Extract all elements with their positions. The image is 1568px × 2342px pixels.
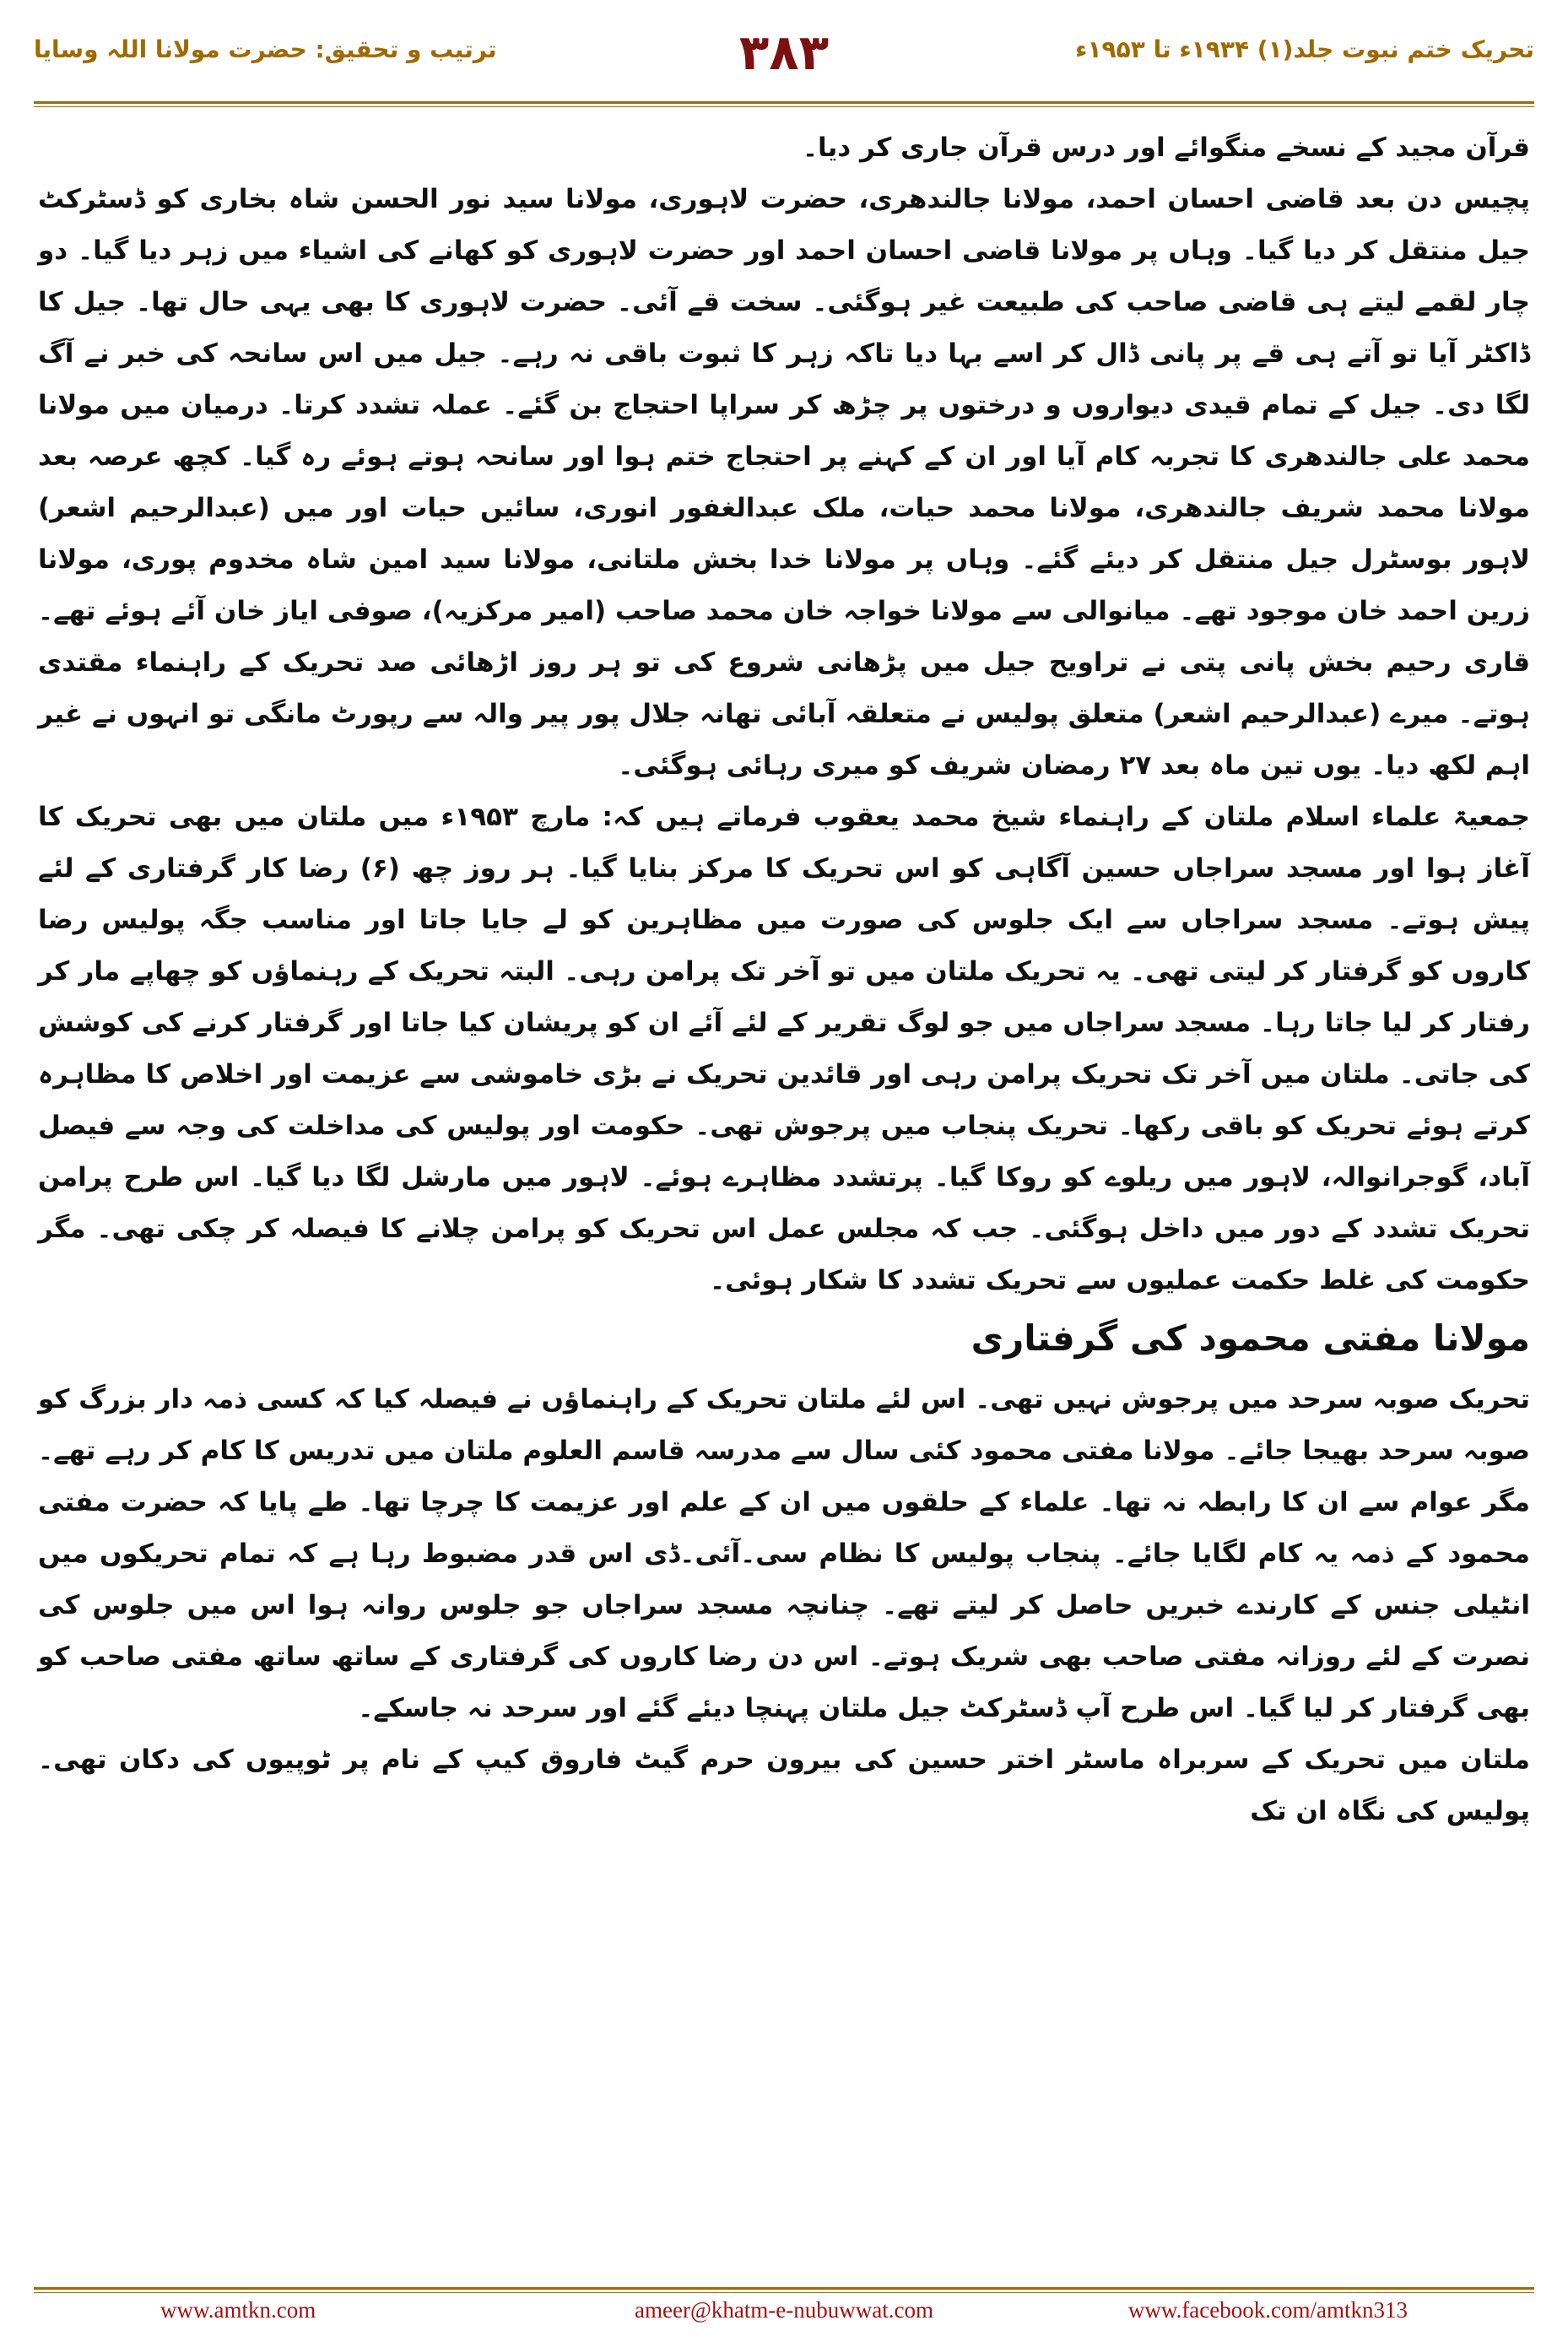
page-body: [38, 122, 1530, 1837]
page-footer: [51, 2297, 1517, 2331]
header-compiler: ترتیب و تحقیق: حضرت مولانا اللہ وسایا: [34, 35, 497, 63]
paragraph: جمعیۃ علماء اسلام ملتان کے راہنماء شیخ محمد یعقوب فرماتے ہیں کہ: مارچ ۱۹۵۳ء میں ملتان میں بھی تحریک کا آغاز ہوا اور مسجد سراجاں حسین آگاہی کو اس تحریک کا مرکز بنایا گیا۔ ہر روز چھ (۶) رضا کار گرفتاری کے لئے پیش ہوتے۔ مسجد سراجاں سے ایک جلوس کی صورت میں مظاہرین کو لے جایا جاتا اور مناسب جگہ پولیس رضا کاروں کو گرفتار کر لیتی تھی۔ یہ تحریک ملتان میں تو آخر تک پرامن رہی۔ البتہ تحریک کے رہنماؤں کو چھاپے مار کر رفتار کر لیا جاتا رہا۔ مسجد سراجاں میں جو لوگ تقریر کے لئے آئے ان کو پریشان کیا جاتا اور گرفتار کرنے کی کوشش کی جاتی۔ ملتان میں آخر تک تحریک پرامن رہی اور قائدین تحریک نے بڑی خاموشی سے عزیمت اور اخلاص کا مظاہرہ کرتے ہوئے تحریک کو باقی رکھا۔ تحریک پنجاب میں پرجوش تھی۔ حکومت اور پولیس کی مداخلت کی وجہ سے فیصل آباد، گوجرانوالہ، لاہور میں ریلوے کو روکا گیا۔ پرتشدد مظاہرے ہوئے۔ لاہور میں مارشل لگا دیا گیا۔ اس طرح پرامن تحریک تشدد کے دور میں داخل ہوگئی۔ جب کہ مجلس عمل اس تحریک کو پرامن چلانے کا فیصلہ کر چکی تھی۔ مگر حکومت کی غلط حکمت عملیوں سے تحریک تشدد کا شکار ہوئی۔: [38, 802, 1530, 1295]
paragraph: ملتان میں تحریک کے سربراہ ماسٹر اختر حسین کی بیرون حرم گیٹ فاروق کیپ کے نام پر ٹوپیوں کی دکان تھی۔ پولیس کی نگاہ ان تک: [38, 1744, 1530, 1826]
footer-website-link[interactable]: www.amtkn.com: [160, 2297, 316, 2323]
footer-email-link[interactable]: ameer@khatm-e-nubuwwat.com: [635, 2297, 933, 2323]
page-number: ۳۸۳: [738, 24, 830, 81]
paragraph: قرآن مجید کے نسخے منگوائے اور درس قرآن جاری کر دیا۔: [802, 133, 1530, 163]
page-header: [34, 24, 1534, 91]
header-book-title: تحریک ختم نبوت جلد(۱) ۱۹۳۴ء تا ۱۹۵۳ء: [1075, 35, 1534, 63]
footer-facebook-link[interactable]: www.facebook.com/amtkn313: [1127, 2297, 1408, 2323]
paragraph: پچیس دن بعد قاضی احسان احمد، مولانا جالندھری، حضرت لاہوری، مولانا سید نور الحسن شاہ بخاری کو ڈسٹرکٹ جیل منتقل کر دیا گیا۔ وہاں پر مولانا قاضی احسان احمد اور حضرت لاہوری کو کھانے کی اشیاء میں زہر دیا گیا۔ دو چار لقمے لیتے ہی قاضی صاحب کی طبیعت غیر ہوگئی۔ سخت قے آئی۔ حضرت لاہوری کا بھی یہی حال تھا۔ جیل کا ڈاکٹر آیا تو آتے ہی قے پر پانی ڈال کر اسے بہا دیا تاکہ زہر کا ثبوت باقی نہ رہے۔ جیل میں اس سانحہ کی خبر نے آگ لگا دی۔ جیل کے تمام قیدی دیواروں و درختوں پر چڑھ کر سراپا احتجاج بن گئے۔ عملہ تشدد کرتا۔ درمیان میں مولانا محمد علی جالندھری کا تجربہ کام آیا اور ان کے کہنے پر احتجاج ختم ہوا اور سانحہ ہوتے ہوئے رہ گیا۔ کچھ عرصہ بعد مولانا محمد شریف جالندھری، مولانا محمد حیات، ملک عبدالغفور انوری، سائیں حیات اور میں (عبدالرحیم اشعر) لاہور بوسٹرل جیل منتقل کر دیئے گئے۔ وہاں پر مولانا خدا بخش ملتانی، مولانا سید امین شاہ مخدوم پوری، مولانا زرین احمد خان موجود تھے۔ میانوالی سے مولانا خواجہ خان محمد صاحب (امیر مرکزیہ)، صوفی ایاز خان آئے ہوئے تھے۔ قاری رحیم بخش پانی پتی نے تراویح جیل میں پڑھانی شروع کی تو ہر روز اڑھائی صد تحریک کے راہنماء مقتدی ہوتے۔ میرے (عبدالرحیم اشعر) متعلق پولیس نے متعلقہ آبائی تھانہ جلال پور پیر والہ سے رپورٹ مانگی تو انہوں نے غیر اہم لکھ دیا۔ یوں تین ماہ بعد ۲۷ رمضان شریف کو میری رہائی ہوگئی۔: [38, 184, 1530, 781]
section-heading: مولانا مفتی محمود کی گرفتاری: [971, 1317, 1530, 1359]
header-divider: [34, 101, 1534, 107]
paragraph: تحریک صوبہ سرحد میں پرجوش نہیں تھی۔ اس لئے ملتان تحریک کے راہنماؤں نے فیصلہ کیا کہ کسی ذمہ دار بزرگ کو صوبہ سرحد بھیجا جائے۔ مولانا مفتی محمود کئی سال سے مدرسہ قاسم العلوم ملتان میں تدریس کا کام کر رہے تھے۔ مگر عوام سے ان کا رابطہ نہ تھا۔ علماء کے حلقوں میں ان کے علم اور عزیمت کا چرچا تھا۔ طے پایا کہ حضرت مفتی محمود کے ذمہ یہ کام لگایا جائے۔ پنجاب پولیس کا نظام سی۔آئی۔ڈی اس قدر مضبوط رہا ہے کہ تمام تحریکوں میں انٹیلی جنس کے کارندے خبریں حاصل کر لیتے تھے۔ چنانچہ مسجد سراجاں جو جلوس روانہ ہوا اس میں جلوس کی نصرت کے لئے روزانہ مفتی صاحب بھی شریک ہوتے۔ اس دن رضا کاروں کی گرفتاری کے ساتھ ساتھ مفتی صاحب کو بھی گرفتار کر لیا گیا۔ اس طرح آپ ڈسٹرکٹ جیل ملتان پہنچا دیئے گئے اور سرحد نہ جاسکے۔: [38, 1384, 1530, 1723]
footer-divider: [34, 2287, 1534, 2293]
